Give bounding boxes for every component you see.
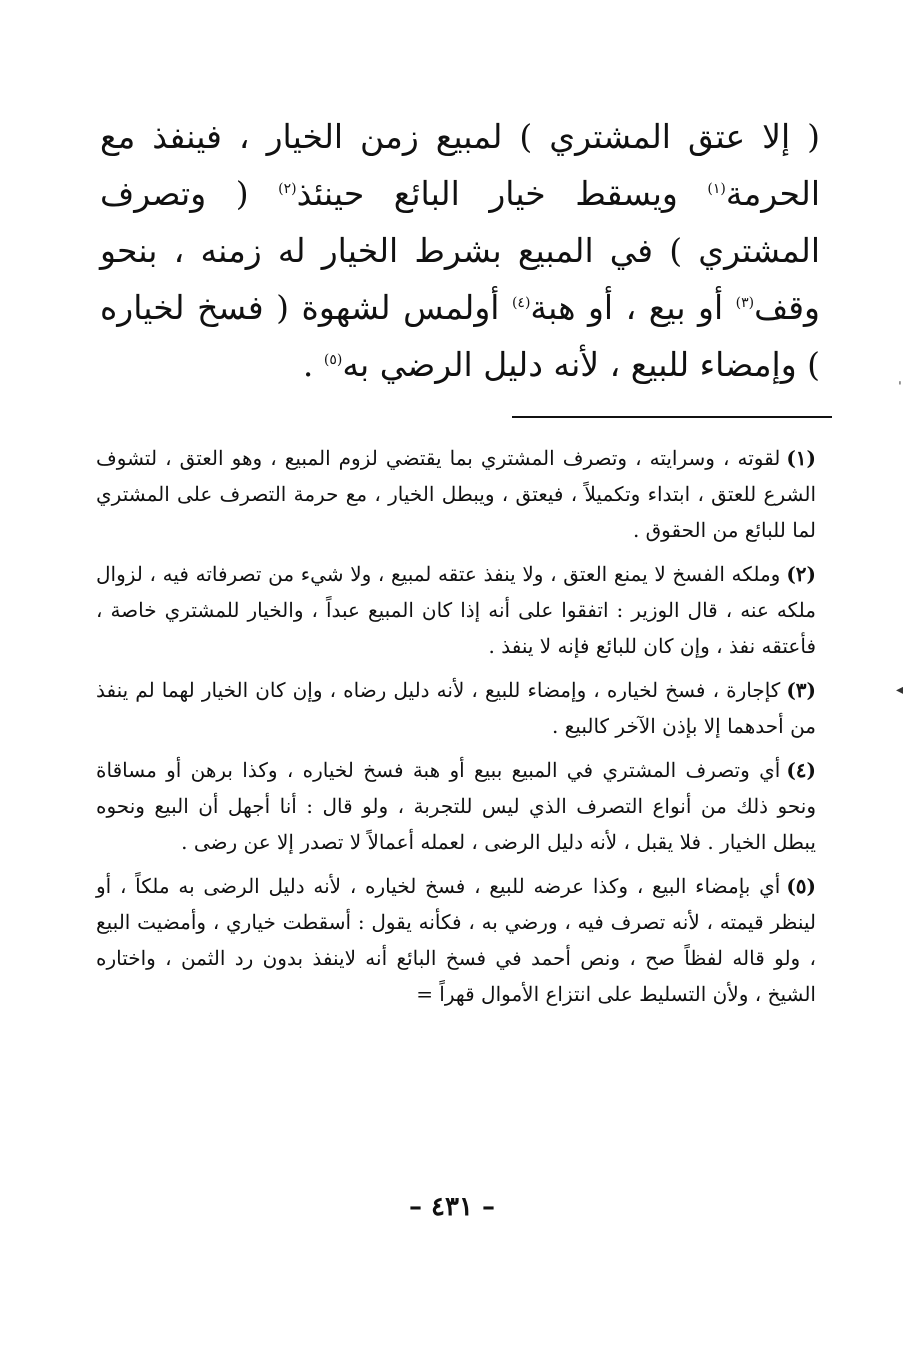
scan-edge-mark: ˈ xyxy=(898,380,902,396)
main-line: أو بيع ، أو هبة xyxy=(530,288,736,327)
footnote-number: (٤) xyxy=(786,758,816,782)
footnote-3 xyxy=(96,672,816,744)
footnote-text: كإجارة ، فسخ لخياره ، وإمضاء للبيع ، لأنه دليل رضاه ، وإن كان الخيار لهما لم ينفذ من أحدهما إلا بإذن الآخر كالبيع . xyxy=(96,678,816,738)
footnote-separator xyxy=(512,416,832,418)
footnote-text: أي بإمضاء البيع ، وكذا عرضه للبيع ، فسخ لخياره ، لأنه دليل الرضى به ملكاً ، أو لينظر قيمته ، لأنه تصرف فيه ، ورضي به ، فكأنه يقول : أسقطت خياري ، وأمضيت البيع ، ولو قاله لفظاً صح ، ونص أحمد في فسخ البائع أنه لاينفذ بدون رد الثمن ، واختاره الشيخ ، ولأن التسليط على انتزاع الأموال قهراً = xyxy=(96,874,816,1006)
footnote-ref[interactable]: (٥) xyxy=(323,352,343,368)
main-paragraph xyxy=(100,108,820,393)
main-line: أولمس لشهوة ( فسخ لخياره ) وإمضاء للبيع ، لأنه دليل الرضي xyxy=(100,288,820,384)
footnote-text: لقوته ، وسرايته ، وتصرف المشتري بما يقتضي لزوم المبيع ، وهو العتق ، لتشوف الشرع للعتق ، ابتداء وتكميلاً ، فيعتق ، ويبطل الخيار ، مع حرمة التصرف على المشتري لما للبائع من الحقوق . xyxy=(96,446,816,542)
main-line: ( وتصرف المشتري ) في المبيع xyxy=(100,174,820,270)
footnote-text: وملكه الفسخ لا يمنع العتق ، ولا ينفذ عتقه لمبيع ، ولا شيء من تصرفاته فيه ، لزوال ملكه عنه ، قال الوزير : اتفقوا على أنه إذا كان المبيع عبداً ، والخيار للمشتري خاصة ، فأعتقه نفذ ، وإن كان للبائع فإنه لا ينفذ . xyxy=(96,562,816,658)
footnote-1 xyxy=(96,440,816,548)
footnote-number: (١) xyxy=(786,446,816,470)
footnote-number: (٣) xyxy=(786,678,816,702)
footnote-number: (٢) xyxy=(786,562,816,586)
footnote-ref[interactable]: (٢) xyxy=(278,181,297,197)
footnote-4 xyxy=(96,752,816,860)
main-text xyxy=(100,108,820,393)
footnote-5 xyxy=(96,868,816,1012)
main-line: ( إلا عتق المشتري ) لمبيع زمن الخيار ، فينفذ مع الحرمة xyxy=(100,117,820,213)
main-line: ويسقط خيار البائع حينئذ xyxy=(296,174,678,213)
footnote-number: (٥) xyxy=(786,874,816,898)
footnote-ref[interactable]: (٤) xyxy=(511,295,531,311)
page-number: – ٤٣١ – xyxy=(408,1192,496,1222)
scan-edge-mark: ◂ xyxy=(896,682,904,698)
main-line: بشرط الخيار له زمنه ، بنحو وقف xyxy=(100,231,820,327)
footnote-text: أي وتصرف المشتري في المبيع ببيع أو هبة فسخ لخياره ، وكذا برهن أو مساقاة ونحو ذلك من أنواع التصرف الذي ليس للتجربة ، ولو قال : أنا أجهل أن البيع ونحوه يبطل الخيار . فلا يقبل ، لأنه دليل الرضى ، لعمله أعمالاً لا تصدر إلا عن رضى . xyxy=(96,758,816,854)
footnote-ref[interactable]: (١) xyxy=(707,181,726,197)
main-line: به xyxy=(342,345,370,384)
main-line: . xyxy=(302,345,324,384)
footnote-2 xyxy=(96,556,816,664)
footnotes xyxy=(96,440,816,1020)
footnote-ref[interactable]: (٣) xyxy=(735,295,755,311)
